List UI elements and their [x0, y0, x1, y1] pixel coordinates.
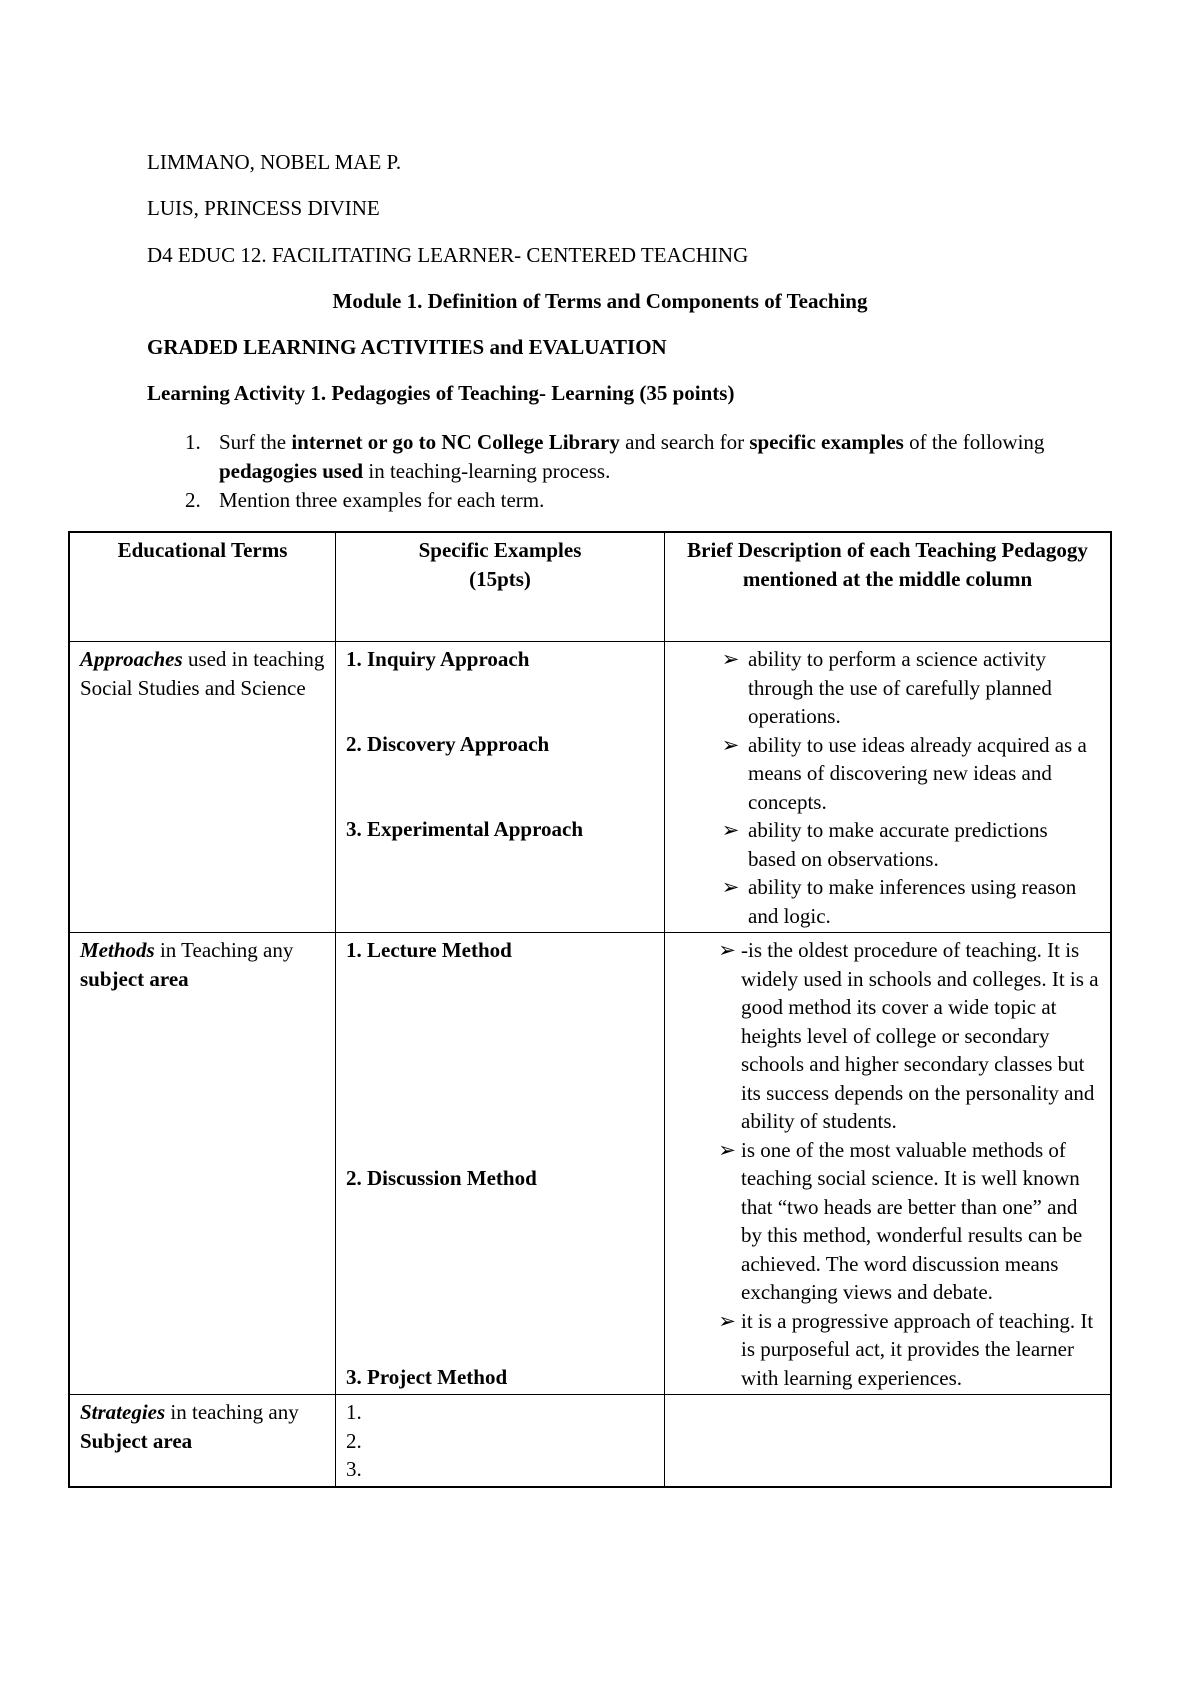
table-row: [69, 642, 1111, 933]
descriptions-strategies: [665, 1395, 1112, 1487]
header-specific-examples: Specific Examples (15pts): [336, 532, 665, 642]
student-name-1: LIMMANO, NOBEL MAE P.: [147, 150, 402, 174]
instruction-item-2: 2. Mention three examples for each term.: [185, 488, 545, 512]
bullet-arrow-icon: ➢: [721, 875, 740, 899]
module-title: Module 1. Definition of Terms and Components of Teaching: [332, 289, 868, 313]
descriptions-approaches: ➢ ability to perform a science activity through the use of carefully planned operations. ➢ ability to use ideas already acquired as a means of discovering new ideas and concepts. ➢ ability to make accurate predictions based on observations. ➢ ability to make inferences using reason and logic.: [665, 642, 1112, 933]
descriptions-methods: ➢ -is the oldest procedure of teaching. It is widely used in schools and colleges. It is a good method its cover a wide topic at heights level of college or secondary schools and higher secondary classes but its success depends on the personality and ability of students. ➢ is one of the most valuable methods of teaching social science. It is well known that “two heads are better than one” and by this method, wonderful results can be achieved. The word discussion means exchanging views and debate. ➢ it is a progressive approach of teaching. It is purposeful act, it provides the learner with learning experiences.: [665, 933, 1112, 1395]
table-header-row: [69, 532, 1111, 642]
instruction-item-1: 1. Surf the internet or go to NC College Library and search for specific examples of the following pedagogies used in teaching-learning process.: [185, 430, 1045, 483]
examples-strategies: 1. 2. 3.: [336, 1395, 665, 1487]
section-title: GRADED LEARNING ACTIVITIES and EVALUATION: [147, 335, 667, 359]
examples-methods: 1. Lecture Method 2. Discussion Method 3. Project Method: [336, 933, 665, 1395]
bullet-arrow-icon: ➢: [718, 938, 736, 962]
activity-title: Learning Activity 1. Pedagogies of Teaching- Learning (35 points): [147, 381, 735, 405]
instructions-list: [147, 428, 1119, 515]
header-educational-terms: Educational Terms: [69, 532, 336, 642]
term-approaches: Approaches used in teaching Social Studies and Science: [69, 642, 336, 933]
bullet-arrow-icon: ➢: [721, 818, 740, 842]
table-row: [69, 1395, 1111, 1487]
bullet-arrow-icon: ➢: [721, 732, 740, 757]
bullet-arrow-icon: ➢: [718, 1308, 736, 1333]
pedagogy-table: [68, 531, 1112, 1488]
examples-approaches: 1. Inquiry Approach 2. Discovery Approach 3. Experimental Approach: [336, 642, 665, 933]
bullet-arrow-icon: ➢: [718, 1137, 736, 1162]
student-name-2: LUIS, PRINCESS DIVINE: [147, 196, 380, 220]
header-brief-description: Brief Description of each Teaching Pedagogy mentioned at the middle column: [665, 532, 1112, 642]
term-methods: Methods in Teaching any subject area: [69, 933, 336, 1395]
course-title: D4 EDUC 12. FACILITATING LEARNER- CENTERED TEACHING: [147, 243, 749, 267]
term-strategies: Strategies in teaching any Subject area: [69, 1395, 336, 1487]
bullet-arrow-icon: ➢: [721, 647, 740, 671]
table-row: [69, 933, 1111, 1395]
